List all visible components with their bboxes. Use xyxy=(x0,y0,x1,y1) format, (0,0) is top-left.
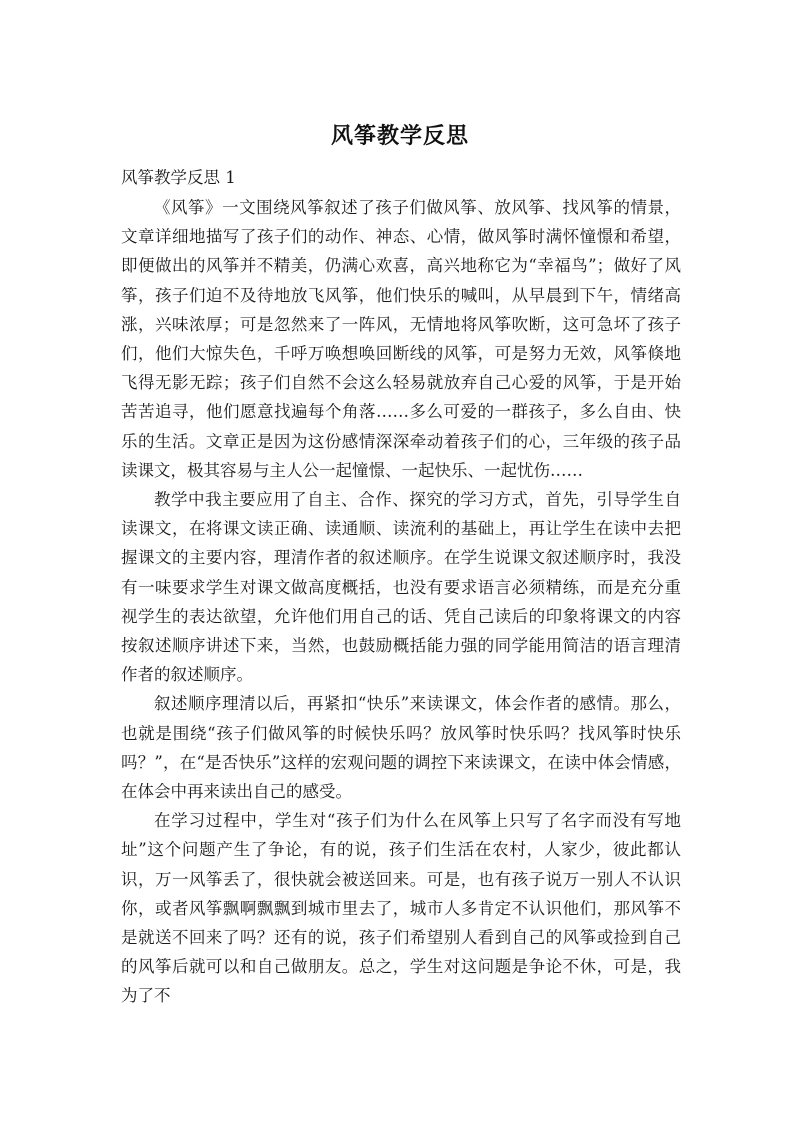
paragraph-teaching-method: 教学中我主要应用了自主、合作、探究的学习方式，首先，引导学生自读课文，在将课文读正确、读通顺、读流利的基础上，再让学生在读中去把握课文的主要内容，理清作者的叙述顺序。在学生说课文叙述顺序时，我没有一味要求学生对课文做高度概括，也没有要求语言必须精练，而是充分重视学生的表达欲望，允许他们用自己的话、凭自己读后的印象将课文的内容按叙述顺序讲述下来，当然，也鼓励概括能力强的同学能用简洁的语言理清作者的叙述顺序。 xyxy=(121,490,681,685)
paragraph-intro: 《风筝》一文围绕风筝叙述了孩子们做风筝、放风筝、找风筝的情景，文章详细地描写了孩子们的动作、神态、心情，做风筝时满怀憧憬和希望，即便做出的风筝并不精美，仍满心欢喜，高兴地称它为“幸福鸟”；做好了风筝，孩子们迫不及待地放飞风筝，他们快乐的喊叫，从早晨到下午，情绪高涨，兴味浓厚；可是忽然来了一阵风，无情地将风筝吹断，这可急坏了孩子们，他们大惊失色，千呼万唤想唤回断线的风筝，可是努力无效，风筝倏地飞得无影无踪；孩子们自然不会这么轻易就放弃自己心爱的风筝，于是开始苦苦追寻，他们愿意找遍每个角落……多么可爱的一群孩子，多么自由、快乐的生活。文章正是因为这份感情深深牵动着孩子们的心，三年级的孩子品读课文，极其容易与主人公一起憧憬、一起快乐、一起忧伤…… xyxy=(121,198,681,480)
paragraph-reading-emotion: 叙述顺序理清以后，再紧扣“快乐”来读课文，体会作者的感情。那么，也就是围绕“孩子们做风筝的时候快乐吗？放风筝时快乐吗？找风筝时快乐吗？”，在“是否快乐”这样的宏观问题的调控下来读课文，在读中体会情感，在体会中再来读出自己的感受。 xyxy=(121,694,681,802)
document-title: 风筝教学反思 xyxy=(330,124,469,149)
section-subtitle: 风筝教学反思 1 xyxy=(121,168,236,187)
paragraph-discussion: 在学习过程中，学生对“孩子们为什么在风筝上只写了名字而没有写地址”这个问题产生了争论，有的说，孩子们生活在农村，人家少，彼此都认识，万一风筝丢了，很快就会被送回来。可是，也有孩子说万一别人不认识你，或者风筝飘啊飘飘到城市里去了，城市人多肯定不认识他们，那风筝不是就送不回来了吗？还有的说，孩子们希望别人看到自己的风筝或捡到自己的风筝后就可以和自己做朋友。总之，学生对这问题是争论不休，可是，我为了不 xyxy=(121,811,681,1006)
document-body xyxy=(121,193,681,1011)
